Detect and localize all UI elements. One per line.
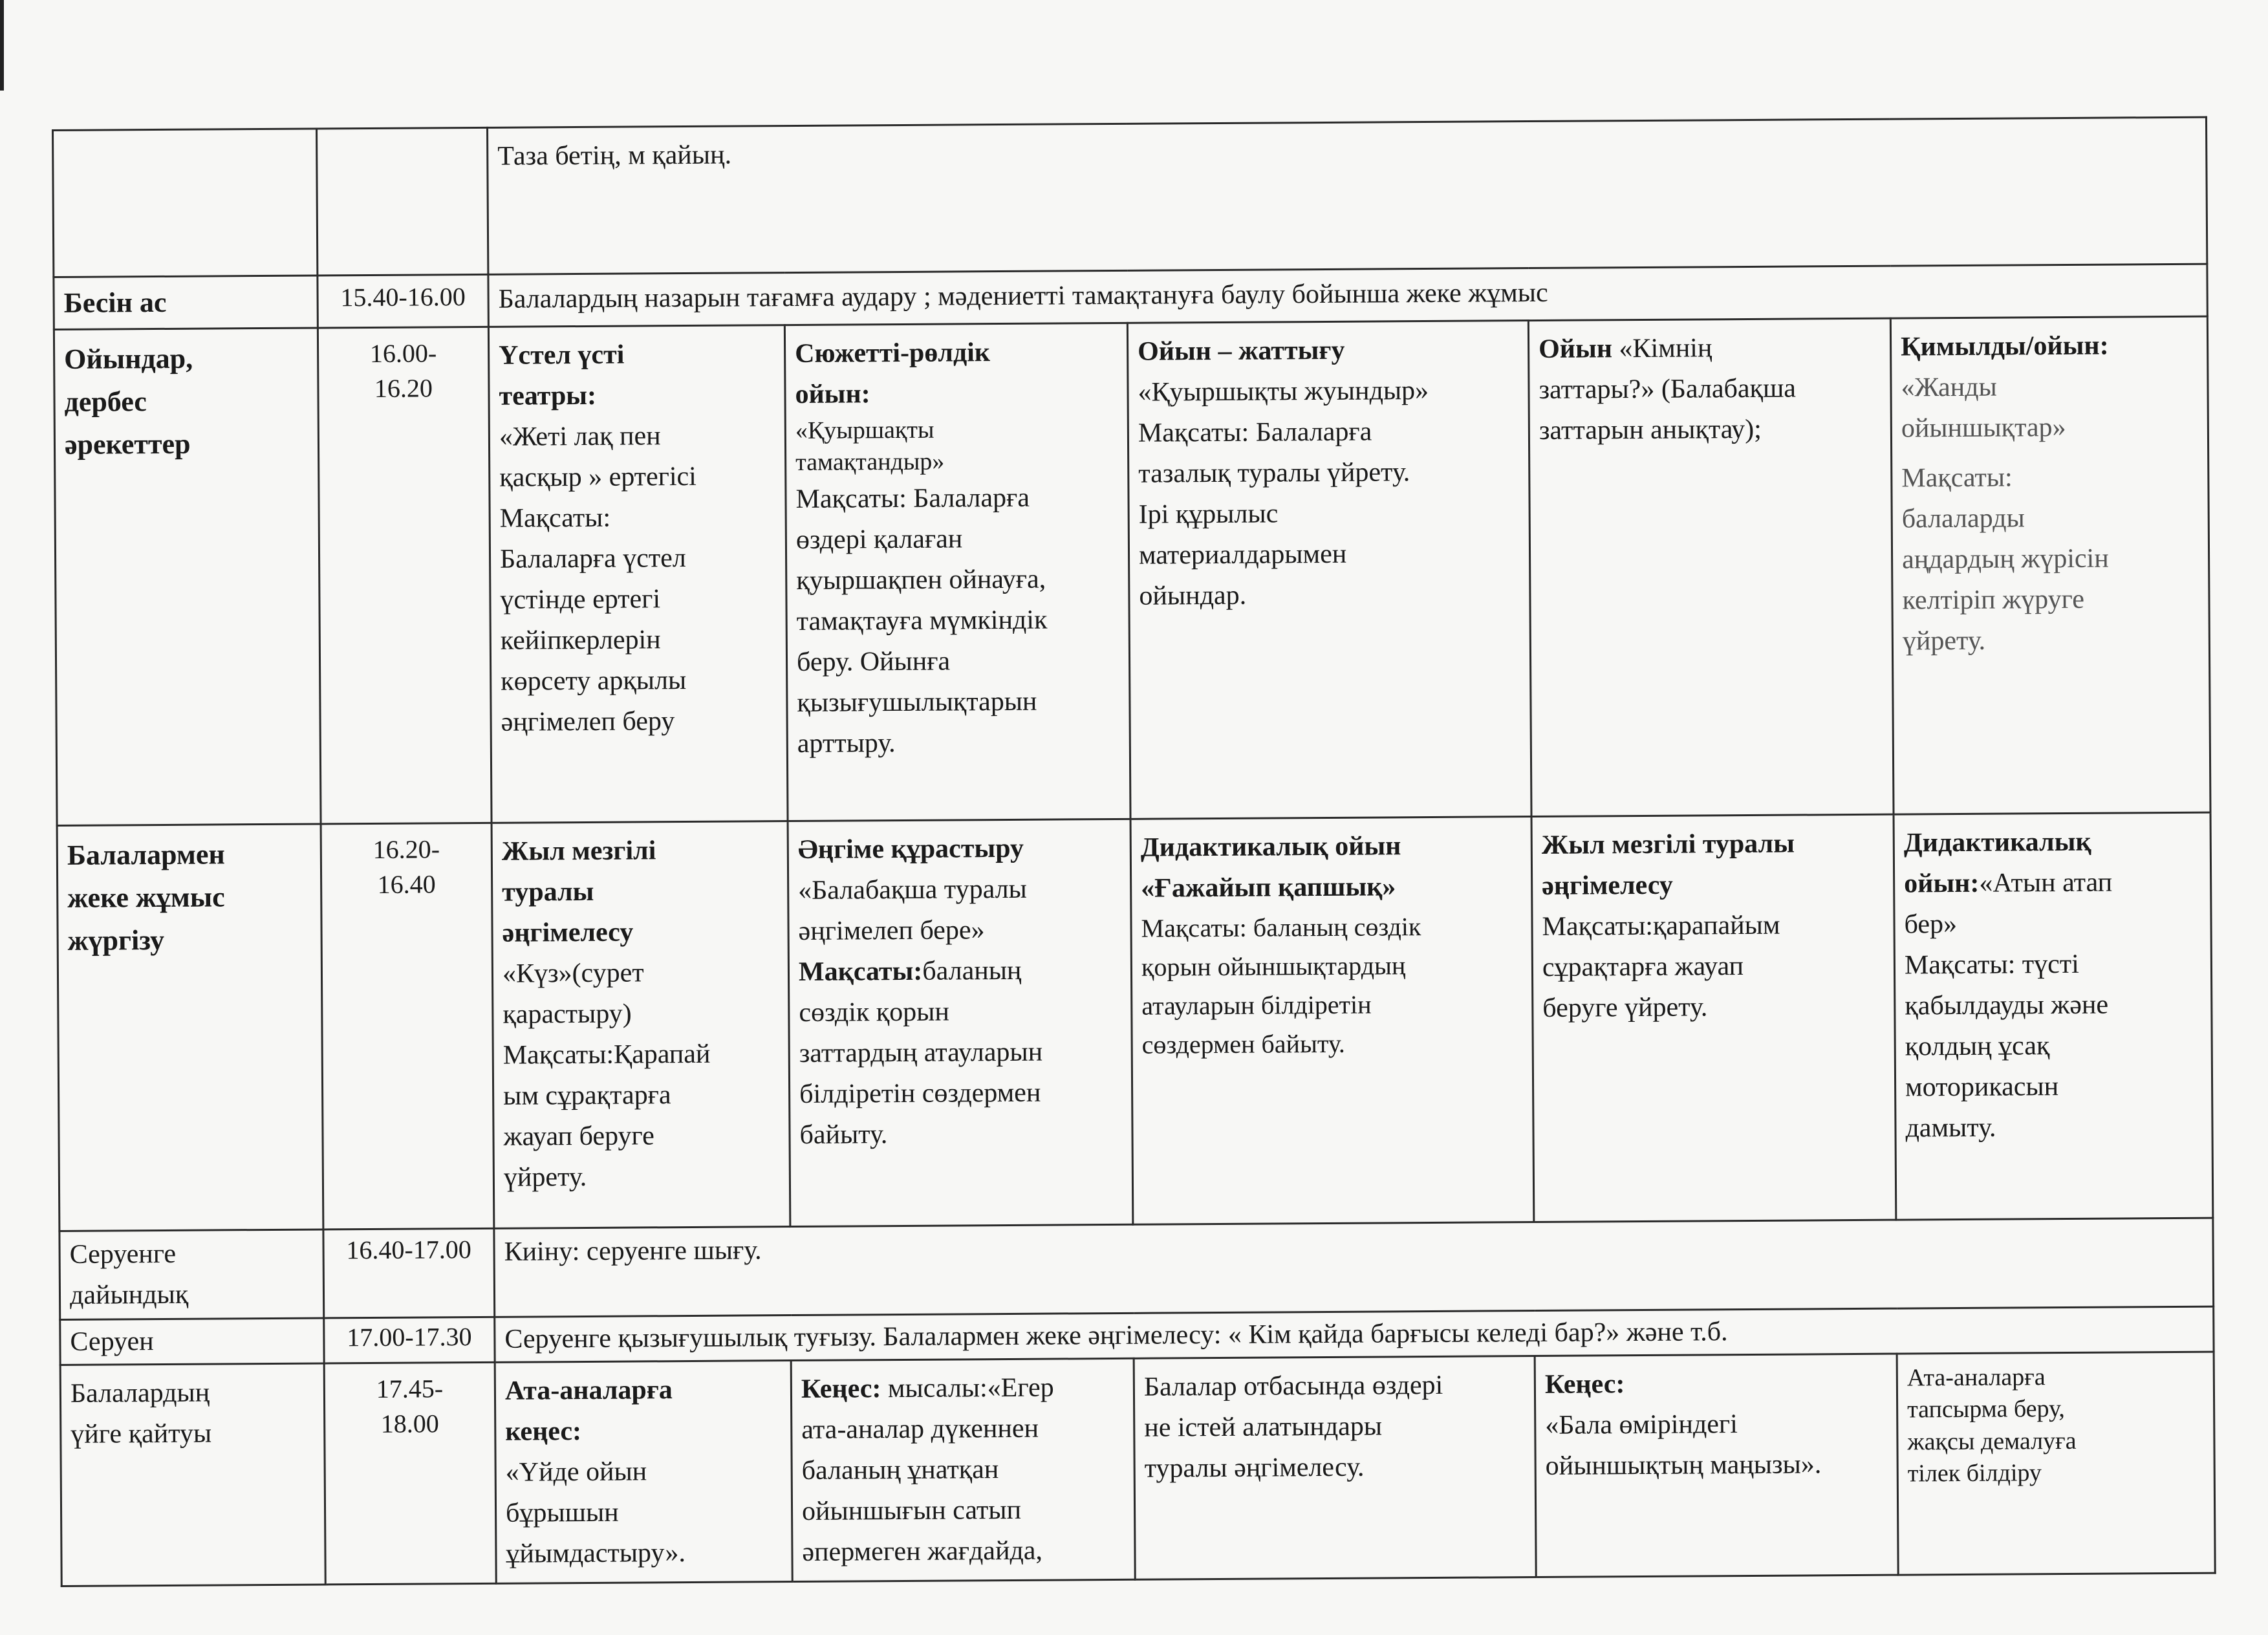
scan-edge-mark — [0, 0, 4, 91]
cell-text: беру. Ойынға — [796, 646, 951, 677]
cell-text: Мақсаты:Қарапай — [502, 1039, 711, 1070]
cell-text: сөздік қорын — [799, 997, 950, 1028]
cell-text: бер» — [1904, 909, 1958, 940]
cell-text: баланың — [922, 955, 1022, 986]
cell-text: моторикасын — [1905, 1072, 2059, 1103]
whose-things-game-cell — [1528, 318, 1894, 816]
cell-title: театры: — [499, 380, 597, 411]
cell-title: әңгімелесу — [502, 917, 634, 948]
story-building-cell — [788, 819, 1133, 1226]
games-time-line: 16.20 — [374, 373, 433, 403]
cell-text: әңгімелеп беру — [501, 706, 675, 737]
lunch-time — [318, 274, 488, 328]
walk-label-text: Серуен — [70, 1326, 154, 1357]
cell-text: бұрышын — [505, 1497, 619, 1528]
cell-title: Сюжетті-рөлдік — [795, 338, 991, 369]
prep-label — [59, 1229, 324, 1319]
home-label — [60, 1363, 325, 1586]
walk-prep-row — [59, 1218, 2214, 1319]
cell-text: тазалық туралы үйрету. — [1138, 457, 1410, 489]
cell-text: «Қуыршақты — [795, 416, 934, 444]
cell-text: балаларды — [1901, 503, 2025, 534]
table-theatre-cell — [488, 325, 788, 823]
cell-text: материалдарымен — [1138, 539, 1347, 570]
games-time — [318, 327, 491, 824]
movement-game-cell — [1890, 316, 2210, 814]
cell-text: әпермеген жағдайда, — [802, 1535, 1043, 1567]
games-label — [54, 328, 321, 825]
cell-text: қасқыр » ертегісі — [499, 461, 697, 493]
cell-text: көрсету арқылы — [501, 666, 687, 697]
cell-text: «Кімнің — [1612, 333, 1712, 364]
cell-title: Дидактикалық — [1903, 827, 2091, 858]
cell-text: баланың ұнатқан — [801, 1455, 999, 1486]
cell-text: өздері қалаған — [795, 524, 963, 555]
cell-text: туралы әңгімелесу. — [1144, 1452, 1365, 1484]
cell-text: байыту. — [799, 1120, 888, 1150]
cell-text: жауап беруге — [503, 1121, 654, 1152]
cell-text: үйрету. — [1902, 625, 1986, 656]
continuation-text: Таза бетің, м қайың. — [497, 140, 732, 171]
cell-text: «Атын атап — [1979, 867, 2113, 898]
cell-title: Ата-аналарға — [504, 1375, 673, 1406]
cell-text: арттыру. — [797, 728, 896, 759]
cell-title: кеңес: — [505, 1416, 582, 1447]
prep-text: Киіну: серуенге шығу. — [504, 1235, 762, 1267]
continuation-label-cell — [53, 129, 318, 277]
family-talk-cell — [1134, 1356, 1536, 1580]
cell-text: Ірі құрылыс — [1138, 499, 1279, 530]
cell-text: әңгімелеп бере» — [798, 915, 985, 946]
cell-text: не істей алатындары — [1144, 1411, 1383, 1443]
games-label-line: Ойындар, — [64, 342, 193, 375]
cell-text: «Жанды — [1901, 372, 1997, 403]
cell-text: тамақтандыр» — [795, 448, 945, 477]
cell-text: мысалы:«Егер — [881, 1372, 1054, 1404]
continuation-time-cell — [317, 127, 488, 276]
cell-text: беруге үйрету. — [1542, 992, 1708, 1023]
cell-text: қолдың ұсақ — [1905, 1031, 2050, 1062]
home-time-line: 18.00 — [380, 1409, 439, 1438]
cell-text: қорын ойыншықтардың — [1141, 951, 1406, 982]
games-label-line: дербес — [64, 385, 147, 418]
cell-text: қарастыру) — [502, 999, 632, 1030]
lunch-label-text: Бесін ас — [63, 286, 167, 319]
cell-text: Мақсаты: Балаларға — [795, 482, 1030, 514]
cell-text: тапсырма беру, — [1907, 1395, 2065, 1424]
cell-title: Ойын — [1538, 334, 1613, 364]
cell-text: Мақсаты: — [1901, 462, 2013, 493]
lunch-label — [54, 276, 318, 329]
cell-text: Балалар отбасында өздері — [1143, 1370, 1443, 1402]
prep-time — [323, 1228, 495, 1318]
cell-text: үйрету. — [503, 1162, 587, 1193]
prep-time-text: 16.40-17.00 — [346, 1235, 471, 1265]
cell-title: Ойын – жаттығу — [1137, 335, 1345, 367]
prep-label-line: дайындық — [69, 1279, 189, 1310]
cell-text: ойындар. — [1139, 580, 1247, 611]
didactic-bag-cell — [1130, 817, 1534, 1225]
cell-text: білдіретін сөздермен — [799, 1077, 1041, 1109]
cell-text: ым сұрақтарға — [503, 1080, 671, 1111]
cell-text: келтіріп жүруге — [1902, 584, 2085, 616]
games-row — [54, 316, 2210, 825]
individual-time-line: 16.20- — [373, 834, 440, 864]
walk-time — [324, 1317, 495, 1363]
cell-text: «Жеті лақ пен — [499, 421, 661, 452]
cell-title: «Ғажайып қапшық» — [1141, 872, 1396, 904]
cell-text: сұрақтарға жауап — [1542, 951, 1744, 982]
cell-text: қызығушылықтарын — [797, 686, 1037, 718]
prep-label-line: Серуенге — [69, 1239, 177, 1270]
cell-text: атауларын білдіретін — [1141, 990, 1372, 1021]
cell-title: Дидактикалық ойын — [1140, 831, 1401, 863]
cell-text: «Үйде ойын — [505, 1456, 647, 1488]
walk-text: Серуенге қызығушылық туғызу. Балалармен жеке әңгімелесу: « Кім қайда барғысы келеді бар?» және т.б. — [504, 1317, 1728, 1354]
home-label-line: үйге қайтуы — [70, 1418, 212, 1449]
continuation-row — [53, 117, 2207, 277]
name-it-game-cell — [1894, 812, 2213, 1220]
games-label-line: әрекеттер — [64, 428, 191, 460]
cell-text: ойыншықтар» — [1901, 412, 2066, 444]
parent-advice-cell — [495, 1361, 792, 1584]
cell-text: ойыншығын сатып — [801, 1495, 1022, 1526]
cell-text: Балаларға үстел — [499, 543, 686, 574]
cell-text: «Күз»(сурет — [502, 958, 644, 989]
role-play-cell — [784, 323, 1130, 821]
cell-text: ата-аналар дүкеннен — [801, 1413, 1039, 1445]
cell-title: ойын: — [1904, 868, 1980, 899]
cell-title: ойын: — [795, 379, 870, 409]
cell-text: «Бала өміріндегі — [1545, 1409, 1738, 1440]
cell-title: Жыл мезгілі — [501, 836, 656, 867]
cell-text: Мақсаты: — [499, 503, 611, 534]
cell-text: заттардың атауларын — [799, 1037, 1043, 1068]
individual-time-line: 16.40 — [377, 869, 436, 899]
home-label-line: Балалардың — [70, 1378, 210, 1409]
cell-text: қабылдауды және — [1905, 990, 2109, 1021]
cell-text: ұйымдастыру». — [506, 1538, 686, 1569]
advice-example-cell — [791, 1358, 1135, 1581]
prep-text-cell — [494, 1218, 2214, 1317]
season-talk-2-cell — [1531, 814, 1896, 1222]
home-time — [324, 1362, 496, 1585]
cell-title: Қимылды/ойын: — [1900, 330, 2109, 362]
daily-schedule-table — [52, 116, 2216, 1587]
toy-importance-cell — [1535, 1354, 1898, 1577]
walk-time-text: 17.00-17.30 — [347, 1322, 472, 1352]
games-time-line: 16.00- — [369, 338, 437, 369]
cell-text: сөздермен байыту. — [1141, 1028, 1345, 1059]
cell-text: қуыршақпен ойнауға, — [796, 564, 1046, 596]
cell-title: Кеңес: — [801, 1374, 881, 1404]
individual-label-line: жүргізу — [67, 924, 165, 957]
cell-text: заттары?» (Балабақша — [1539, 373, 1797, 405]
cell-title: Мақсаты: — [798, 956, 923, 987]
cell-text: Мақсаты:қарапайым — [1542, 910, 1780, 942]
cell-text: «Қуыршықты жуындыр» — [1138, 376, 1429, 407]
cell-text: кейіпкерлерін — [500, 625, 661, 656]
individual-label-line: Балалармен — [67, 838, 225, 871]
going-home-row — [60, 1352, 2215, 1586]
cell-title: Кеңес: — [1544, 1369, 1625, 1400]
continuation-text-cell — [487, 117, 2207, 274]
cell-text: заттарын анықтау); — [1539, 414, 1762, 446]
cell-text: жақсы демалуға — [1907, 1427, 2077, 1456]
individual-time — [321, 823, 494, 1229]
individual-label — [57, 824, 323, 1231]
cell-title: Әңгіме құрастыру — [797, 833, 1024, 865]
cell-text: «Балабақша туралы — [798, 874, 1027, 905]
individual-label-line: жеке жұмыс — [67, 881, 225, 914]
lunch-time-text: 15.40-16.00 — [340, 282, 466, 312]
cell-text: Мақсаты: түсті — [1904, 949, 2079, 980]
cell-text: тілек білдіру — [1907, 1459, 2042, 1488]
cell-text: дамыту. — [1905, 1112, 1996, 1143]
cell-text: тамақтауға мүмкіндік — [796, 605, 1048, 636]
cell-text: Ата-аналарға — [1906, 1363, 2046, 1392]
cell-text: Мақсаты: баланың сөздік — [1141, 912, 1421, 943]
cell-text: аңдардың жүрісін — [1901, 543, 2109, 575]
cell-title: Жыл мезгілі туралы — [1541, 828, 1795, 860]
walk-label — [60, 1318, 324, 1365]
individual-work-row — [57, 812, 2213, 1231]
season-talk-cell — [491, 821, 790, 1229]
cell-text: үстінде ертегі — [500, 584, 661, 615]
cell-text: Мақсаты: Балаларға — [1138, 417, 1372, 448]
cell-title: Үстел үсті — [499, 340, 625, 371]
game-exercise-cell — [1127, 321, 1531, 819]
home-time-line: 17.45- — [376, 1374, 444, 1403]
cell-text: ойыншықтың маңызы». — [1545, 1449, 1822, 1481]
cell-title: туралы — [502, 876, 594, 907]
cell-title: әңгімелесу — [1542, 870, 1673, 901]
parent-task-cell — [1897, 1352, 2215, 1575]
lunch-text: Балалардың назарын тағамға аудару ; мәдениетті тамақтануға баулу бойынша жеке жұмыс — [498, 277, 1548, 314]
